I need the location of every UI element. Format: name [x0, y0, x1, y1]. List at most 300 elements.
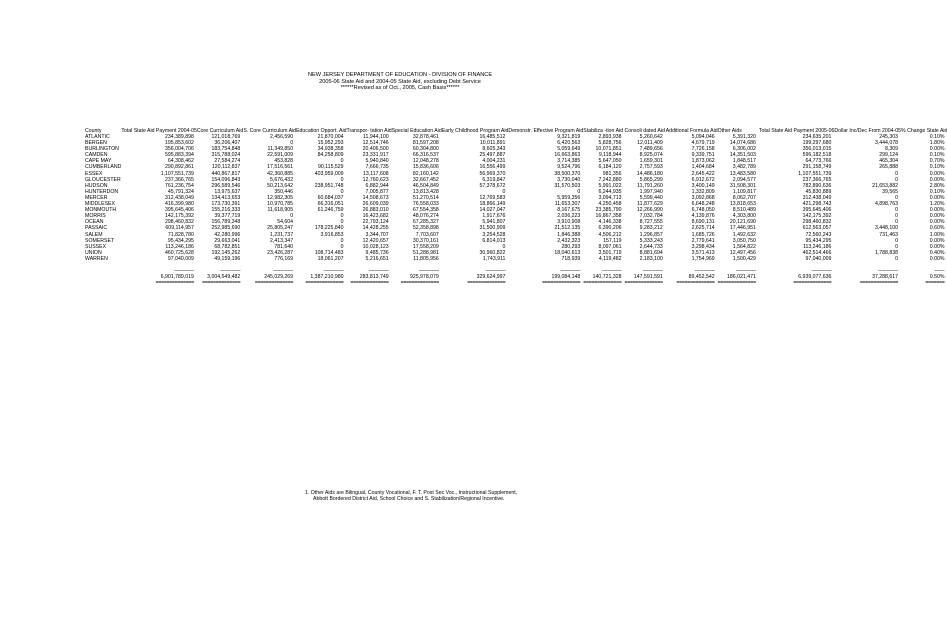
- value-cell: 17,516,561: [267, 164, 294, 171]
- value-cell: 0: [340, 243, 344, 250]
- value-cell: 252,985,690: [211, 225, 241, 232]
- value-cell: 1,788,838: [874, 249, 899, 256]
- value-cell: 66,316,051: [317, 201, 344, 208]
- value-cell: 32,667,452: [412, 176, 439, 183]
- county-name-cell: ATLANTIC: [85, 134, 110, 140]
- value-cell: 1.80%: [929, 140, 945, 147]
- value-cell: 13,818,653: [729, 201, 756, 208]
- county-name-cell: MONMOUTH: [85, 207, 117, 214]
- value-cell: 5,941,807: [482, 219, 506, 226]
- county-name-cell: CAMDEN: [85, 152, 108, 159]
- value-cell: 2,645,422: [691, 170, 715, 177]
- county-name-cell: SUSSEX: [85, 243, 107, 250]
- value-cell: 1,107,551,739: [160, 170, 194, 177]
- county-name-cell: HUDSON: [85, 182, 108, 189]
- value-cell: 66,316,537: [412, 152, 439, 159]
- county-name-cell: PASSAIC: [85, 225, 108, 232]
- value-cell: 0: [340, 219, 344, 226]
- value-cell: 156,789,348: [211, 219, 241, 226]
- totals-row-cell: 925,978,079: [409, 274, 439, 281]
- value-cell: 30,370,161: [412, 237, 439, 244]
- total-double-rule-cell: ==============: [624, 280, 663, 287]
- value-cell: 12,769,583: [479, 194, 506, 201]
- county-name-cell: WARREN: [85, 255, 108, 262]
- total-double-rule-cell: ==============: [793, 280, 832, 287]
- value-cell: 9,339,751: [691, 152, 715, 159]
- value-cell: 4,119,482: [598, 255, 622, 262]
- value-cell: 3,916,853: [320, 231, 344, 238]
- value-cell: 23,331,917: [362, 152, 389, 159]
- county-name-cell: SALEM: [85, 231, 103, 238]
- value-cell: 3,298,434: [691, 243, 715, 250]
- value-cell: 38,500,370: [554, 170, 581, 177]
- value-cell: 8,062,707: [732, 194, 756, 201]
- value-cell: 26,883,010: [362, 207, 389, 214]
- total-double-rule-cell: =======: [925, 280, 945, 287]
- value-cell: 14,351,503: [729, 152, 756, 159]
- value-cell: 61,246,759: [317, 207, 344, 214]
- value-cell: 3,050,750: [732, 237, 756, 244]
- footnote-1: 1. Other Aids are Bilingual, County Vocational, F. T. Post Sec Voc., Instructional Supplement,: [305, 490, 518, 496]
- total-double-rule-cell: ==============: [583, 280, 622, 287]
- value-cell: 0: [895, 237, 899, 244]
- column-header: Consoli dated Aid: [624, 127, 665, 134]
- value-cell: 3,501,719: [598, 249, 622, 256]
- value-cell: 36,206,407: [214, 140, 241, 147]
- value-cell: 1.00%: [929, 231, 945, 238]
- value-cell: 3,482,789: [732, 164, 756, 171]
- value-cell: 0: [340, 188, 344, 195]
- value-cell: 178,225,840: [314, 225, 344, 232]
- subtotal-rule-cell: --------------: [220, 267, 241, 274]
- value-cell: 12,011,409: [637, 140, 663, 147]
- value-cell: 298,460,832: [802, 219, 832, 226]
- value-cell: 6,244,935: [598, 188, 622, 195]
- value-cell: 0: [340, 158, 344, 165]
- subtotal-rule-cell: --------------: [878, 267, 899, 274]
- value-cell: 11,805,956: [413, 255, 439, 262]
- value-cell: 27,584,274: [214, 158, 241, 165]
- value-cell: 0.10%: [929, 164, 945, 171]
- value-cell: 45,791,324: [167, 188, 194, 195]
- value-cell: 199,297,680: [802, 140, 832, 147]
- value-cell: 3,344,707: [365, 231, 389, 238]
- value-cell: 3,448,100: [874, 225, 899, 232]
- value-cell: 82,160,142: [412, 170, 439, 177]
- value-cell: 50,213,642: [267, 182, 294, 189]
- value-cell: 68,782,851: [214, 243, 241, 250]
- value-cell: 10,970,785: [267, 201, 294, 208]
- report-title: NEW JERSEY DEPARTMENT OF EDUCATION - DIVISION OF FINANCE: [307, 72, 493, 78]
- value-cell: 4,250,458: [598, 201, 622, 208]
- totals-row-cell: 1,387,210,980: [310, 274, 344, 281]
- value-cell: 291,158,749: [802, 164, 832, 171]
- value-cell: 782,890,636: [802, 182, 832, 189]
- value-cell: 51,288,981: [412, 249, 439, 256]
- value-cell: 395,645,406: [802, 207, 832, 214]
- value-cell: 4,506,212: [598, 231, 622, 238]
- value-cell: 1,848,517: [732, 158, 756, 165]
- value-cell: 81,597,208: [412, 140, 439, 147]
- totals-row-cell: 3,004,549,482: [207, 274, 241, 281]
- value-cell: 5,216,651: [365, 255, 389, 262]
- value-cell: 6,814,013: [482, 237, 506, 244]
- state-aid-table: [85, 100, 947, 286]
- value-cell: 6,748,050: [691, 207, 715, 214]
- value-cell: 465,304: [879, 158, 899, 165]
- value-cell: 12,048,278: [412, 158, 439, 165]
- value-cell: 9,524,796: [557, 164, 581, 171]
- value-cell: 17,446,951: [729, 225, 756, 232]
- value-cell: 3,094,713: [598, 194, 622, 201]
- value-cell: 60,684,037: [317, 194, 344, 201]
- value-cell: 356,004,706: [165, 146, 194, 153]
- value-cell: 97,040,009: [805, 255, 832, 262]
- value-cell: 781,640: [274, 243, 294, 250]
- value-cell: 18,061,207: [317, 255, 344, 262]
- value-cell: 1,332,809: [691, 188, 715, 195]
- value-cell: 1,917,676: [482, 213, 506, 220]
- value-cell: 9,485,736: [365, 249, 389, 256]
- value-cell: 981,356: [602, 170, 622, 177]
- value-cell: 113,246,186: [802, 243, 832, 250]
- value-cell: 3,730,040: [557, 176, 581, 183]
- value-cell: 15,836,606: [412, 164, 439, 171]
- value-cell: 1,997,940: [639, 188, 663, 195]
- value-cell: 6,648,248: [691, 201, 715, 208]
- value-cell: 54,604: [277, 219, 294, 226]
- value-cell: 5,991,022: [598, 182, 622, 189]
- value-cell: 97,040,009: [167, 255, 194, 262]
- value-cell: 1,754,969: [691, 255, 715, 262]
- value-cell: 9,118,944: [598, 152, 622, 159]
- value-cell: 2,094,577: [732, 176, 756, 183]
- value-cell: 3,254,528: [482, 231, 506, 238]
- value-cell: 395,645,406: [165, 207, 194, 214]
- value-cell: 1,873,062: [691, 158, 715, 165]
- value-cell: 12,420,657: [362, 237, 389, 244]
- column-header: Special Education Aid: [391, 127, 442, 134]
- value-cell: 416,399,980: [165, 201, 194, 208]
- value-cell: 4,898,763: [874, 201, 899, 208]
- value-cell: 7,032,784: [639, 213, 663, 220]
- county-name-cell: CAPE MAY: [85, 158, 112, 165]
- county-name-cell: ESSEX: [85, 170, 103, 177]
- subtotal-rule-cell: --------------: [418, 267, 439, 274]
- value-cell: 440,867,817: [211, 170, 241, 177]
- column-header: Dollar Inc/Dec From 2004-05: [834, 127, 902, 134]
- value-cell: 6,912,672: [691, 176, 715, 183]
- value-cell: 4,004,231: [482, 158, 506, 165]
- total-double-rule-cell: ==============: [676, 280, 715, 287]
- column-header: County: [85, 127, 102, 134]
- county-name-cell: MERCER: [85, 194, 108, 201]
- totals-row-cell: 6,939,077,636: [798, 274, 832, 281]
- value-cell: 462,514,466: [802, 249, 832, 256]
- value-cell: 6,420,563: [557, 140, 581, 147]
- value-cell: 6,184,120: [598, 164, 622, 171]
- value-cell: 1.20%: [929, 201, 945, 208]
- value-cell: 142,175,392: [165, 213, 194, 220]
- totals-row-cell: 37,288,617: [872, 274, 899, 281]
- value-cell: 95,434,295: [167, 237, 194, 244]
- footnote-1-continued: Abbott Bordered District Aid, School Choice and S. Stabilization/Regional Incentive.: [313, 496, 505, 503]
- total-double-rule-cell: ==============: [542, 280, 581, 287]
- value-cell: 0.00%: [929, 213, 945, 220]
- value-cell: 776,169: [274, 255, 294, 262]
- value-cell: 16,556,499: [479, 164, 506, 171]
- value-cell: 8,510,489: [732, 207, 756, 214]
- footnotes: [305, 490, 517, 503]
- subtotal-rule-cell: --------------: [811, 267, 832, 274]
- value-cell: 0.00%: [929, 146, 945, 153]
- value-cell: 11,618,905: [267, 207, 294, 214]
- value-cell: 16,867,358: [595, 213, 622, 220]
- value-cell: 42,360,885: [267, 170, 294, 177]
- value-cell: 8,605,343: [482, 146, 506, 153]
- value-cell: 51,270,514: [412, 194, 439, 201]
- value-cell: 20,406,500: [362, 146, 389, 153]
- column-header: Education Opport. Aid: [296, 127, 347, 134]
- value-cell: 5,940,840: [365, 158, 389, 165]
- totals-row-cell: 199,084,148: [551, 274, 581, 281]
- value-cell: 0.00%: [929, 243, 945, 250]
- value-cell: 52,358,898: [412, 225, 439, 232]
- column-header-row: [85, 100, 947, 134]
- value-cell: 3,714,385: [557, 158, 581, 165]
- value-cell: 1,564,822: [732, 243, 756, 250]
- totals-row-cell: 245,029,269: [264, 274, 294, 281]
- value-cell: 312,438,049: [165, 194, 194, 201]
- value-cell: 22,591,009: [267, 152, 294, 159]
- value-cell: 403,959,009: [314, 170, 344, 177]
- table-row: [85, 256, 947, 262]
- value-cell: 13,483,580: [729, 170, 756, 177]
- value-cell: 64,773,766: [805, 158, 832, 165]
- blank-cell: [85, 280, 121, 286]
- value-cell: 5,676,432: [270, 176, 294, 183]
- report-subtitle: 2005-06 State Aid and 2004-05 State Aid, excluding Debt Service: [319, 78, 481, 85]
- value-cell: 5,094,046: [691, 134, 715, 140]
- totals-row-cell: 6,901,789,019: [160, 274, 194, 281]
- value-cell: 14,486,180: [636, 170, 663, 177]
- total-double-rule-cell: ==============: [859, 280, 899, 287]
- value-cell: 1,685,726: [691, 231, 715, 238]
- value-cell: 299,124: [879, 152, 899, 159]
- value-cell: 0: [895, 255, 899, 262]
- subtotal-rule-cell: --------------: [485, 267, 506, 274]
- value-cell: 120,112,837: [211, 164, 241, 171]
- value-cell: 173,730,391: [211, 201, 241, 208]
- value-cell: 265,888: [879, 164, 899, 171]
- value-cell: 718,939: [561, 255, 581, 262]
- value-cell: 157,119: [603, 237, 622, 244]
- value-cell: 0.40%: [929, 249, 945, 256]
- value-cell: 95,434,295: [805, 237, 832, 244]
- value-cell: 0: [340, 176, 344, 183]
- totals-row-cell: 0.50%: [929, 274, 945, 281]
- value-cell: 13,813,428: [412, 188, 439, 195]
- value-cell: 1,500,429: [732, 255, 756, 262]
- subtotal-rule-cell: --------------: [173, 267, 194, 274]
- value-cell: 0: [895, 207, 899, 214]
- value-cell: 2,779,641: [691, 237, 715, 244]
- value-cell: 1,492,632: [732, 231, 756, 238]
- value-cell: 7,703,607: [415, 231, 439, 238]
- subtotal-rule-cell: --------------: [323, 267, 344, 274]
- value-cell: 4,679,719: [691, 140, 715, 147]
- value-cell: 11,791,260: [637, 182, 663, 189]
- value-cell: 0: [895, 176, 899, 183]
- value-cell: 2.80%: [929, 182, 945, 189]
- value-cell: 0.00%: [929, 170, 945, 177]
- value-cell: 11,653,307: [554, 201, 581, 208]
- value-cell: 4,146,338: [598, 219, 622, 226]
- subtotal-rule-cell: --------------: [273, 267, 294, 274]
- value-cell: 0: [502, 243, 506, 250]
- value-cell: 731,463: [879, 231, 899, 238]
- value-cell: 8,727,555: [639, 219, 663, 226]
- value-cell: 453,828: [274, 158, 294, 165]
- value-cell: 14,027,047: [479, 207, 506, 214]
- total-double-rule-cell: ==============: [400, 280, 439, 287]
- value-cell: 192,145,262: [211, 249, 241, 256]
- value-cell: 154,096,843: [211, 176, 241, 183]
- value-cell: 1,659,301: [639, 158, 663, 165]
- value-cell: 16,663,863: [554, 152, 581, 159]
- value-cell: 20,121,690: [729, 219, 756, 226]
- value-cell: 29,663,041: [214, 237, 241, 244]
- subtotal-rule-cell: --------------: [735, 267, 756, 274]
- subtotal-rule-cell: --------------: [642, 267, 663, 274]
- value-cell: 0.00%: [929, 176, 945, 183]
- value-cell: 21,512,135: [554, 225, 581, 232]
- value-cell: 23,426,287: [267, 249, 294, 256]
- value-cell: 290,892,861: [165, 164, 194, 171]
- total-double-rule-cell: ==============: [717, 280, 756, 287]
- value-cell: 2,644,733: [639, 243, 663, 250]
- value-cell: 134,413,653: [211, 194, 241, 201]
- subtotal-rule-cell: -------: [934, 267, 945, 274]
- value-cell: 155,216,333: [211, 207, 241, 214]
- value-cell: 16,485,512: [479, 134, 506, 140]
- value-cell: 1,846,388: [557, 231, 581, 238]
- county-name-cell: BURLINGTON: [85, 146, 119, 153]
- value-cell: 39,565: [882, 188, 899, 195]
- value-cell: 56,969,370: [479, 170, 506, 177]
- county-name-cell: CUMBERLAND: [85, 164, 122, 171]
- value-cell: 0.00%: [929, 207, 945, 214]
- value-cell: 3,400,149: [691, 182, 715, 189]
- value-cell: 22,793,124: [362, 219, 389, 226]
- value-cell: 612,563,057: [802, 225, 832, 232]
- county-name-cell: BERGEN: [85, 140, 107, 147]
- value-cell: 12,497,456: [729, 249, 756, 256]
- value-cell: 8,167,675: [557, 207, 581, 214]
- value-cell: 71,828,780: [167, 231, 194, 238]
- column-header: Demonstr. Effective Program Aid: [508, 127, 584, 134]
- value-cell: 0.00%: [929, 219, 945, 226]
- value-cell: 245,303: [879, 134, 899, 140]
- column-header: Early Childhood Program Aid: [441, 127, 509, 134]
- value-cell: 21,870,004: [317, 134, 344, 140]
- value-cell: 595,883,394: [165, 152, 194, 159]
- value-cell: 90,115,529: [317, 164, 344, 171]
- county-name-cell: HUNTERDON: [85, 188, 119, 195]
- value-cell: 14,508,673: [362, 194, 389, 201]
- value-cell: 2,432,323: [557, 237, 581, 244]
- value-cell: 9,321,819: [557, 134, 581, 140]
- value-cell: 14,074,686: [729, 140, 756, 147]
- value-cell: 7,726,158: [691, 146, 715, 153]
- value-cell: 356,013,015: [802, 146, 832, 153]
- value-cell: 67,554,358: [412, 207, 439, 214]
- value-cell: 8,097,061: [598, 243, 622, 250]
- value-cell: 31,500,909: [479, 225, 506, 232]
- value-cell: 72,560,243: [805, 231, 832, 238]
- value-cell: 12,266,990: [636, 207, 663, 214]
- value-cell: 9,283,212: [639, 225, 663, 232]
- column-header: % Change State Aid: [901, 127, 947, 134]
- column-header: Additional Formula Aid: [665, 127, 718, 134]
- value-cell: 761,236,754: [165, 182, 194, 189]
- value-cell: 5,059,649: [557, 146, 581, 153]
- value-cell: 0: [895, 194, 899, 201]
- county-name-cell: MIDDLESEX: [85, 201, 115, 208]
- value-cell: 60,304,800: [412, 146, 439, 153]
- value-cell: 237,366,765: [165, 176, 194, 183]
- value-cell: 3,910,908: [557, 219, 581, 226]
- value-cell: 11,349,850: [267, 146, 294, 153]
- value-cell: 32,878,461: [412, 134, 439, 140]
- subtotal-rule-cell: --------------: [560, 267, 581, 274]
- totals-row-cell: 283,813,749: [359, 274, 389, 281]
- value-cell: 2,456,590: [270, 134, 294, 140]
- value-cell: 49,159,196: [214, 255, 241, 262]
- value-cell: 6,319,847: [482, 176, 506, 183]
- table-body: [85, 134, 947, 286]
- column-header: S. Core Curriculum Aid: [243, 127, 297, 134]
- total-double-rule-cell: ==============: [155, 280, 194, 287]
- total-double-rule-cell: ==============: [467, 280, 506, 287]
- value-cell: 11,944,100: [363, 134, 389, 140]
- totals-row-cell: 147,591,591: [633, 274, 663, 281]
- value-cell: 195,853,602: [165, 140, 194, 147]
- value-cell: 113,246,186: [165, 243, 194, 250]
- totals-row-cell: 140,721,328: [592, 274, 622, 281]
- value-cell: 14,428,255: [362, 225, 389, 232]
- value-cell: 57,378,672: [479, 182, 506, 189]
- value-cell: 2,625,714: [691, 225, 715, 232]
- value-cell: 21,653,882: [872, 182, 899, 189]
- value-cell: 13,117,608: [363, 170, 389, 177]
- county-name-cell: OCEAN: [85, 219, 104, 226]
- subtotal-rule-cell: --------------: [694, 267, 715, 274]
- value-cell: 0.10%: [929, 152, 945, 159]
- total-double-rule-cell: ==============: [350, 280, 389, 287]
- value-cell: 67,285,327: [412, 219, 439, 226]
- value-cell: 2,893,938: [598, 134, 622, 140]
- value-cell: 12,514,746: [362, 140, 389, 147]
- value-cell: 0.70%: [929, 158, 945, 165]
- value-cell: 5,260,642: [639, 134, 663, 140]
- value-cell: 0.00%: [929, 194, 945, 201]
- value-cell: 0: [895, 219, 899, 226]
- value-cell: 10,011,891: [479, 140, 506, 147]
- value-cell: 18,040,613: [554, 249, 581, 256]
- value-cell: 5,599,440: [639, 194, 663, 201]
- value-cell: 6,882,944: [365, 182, 389, 189]
